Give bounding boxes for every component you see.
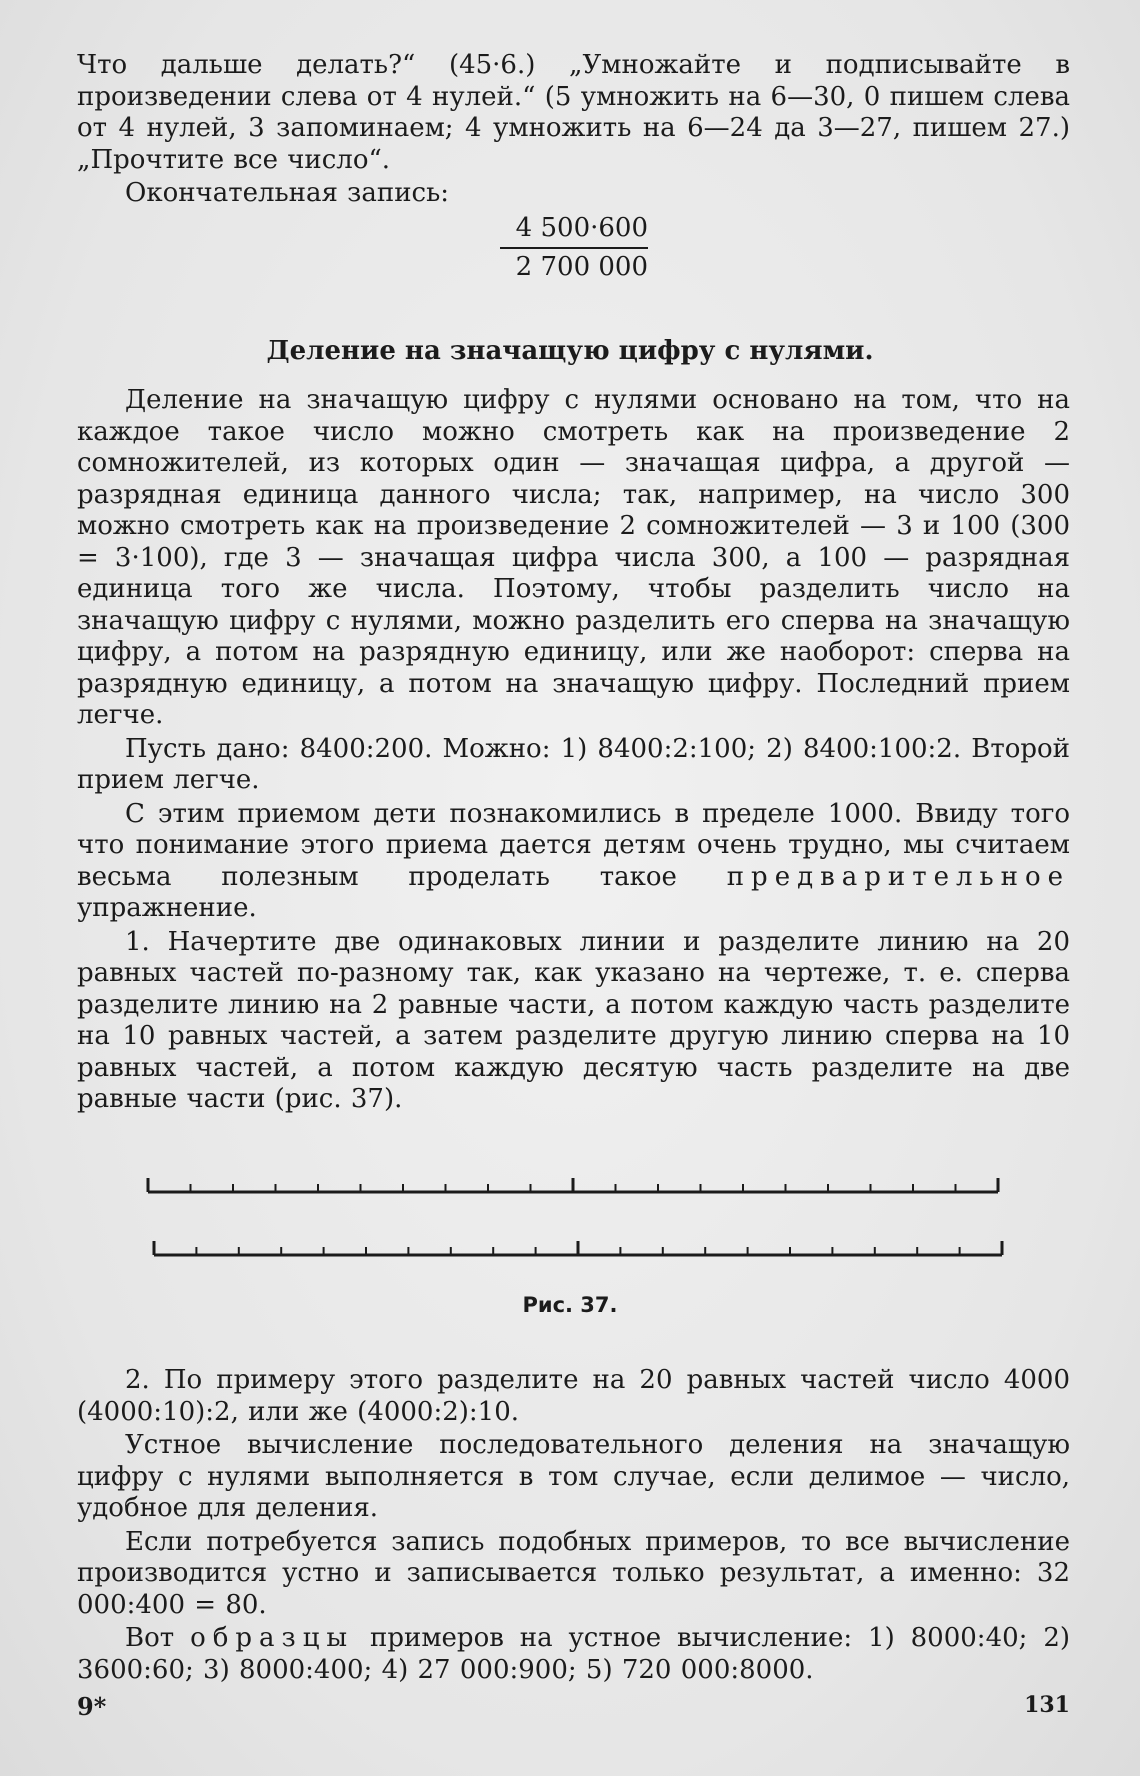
p4-spaced-word: образцы [190, 1623, 355, 1653]
paragraph-exercise-1: 1. Начертите две одинаковых линии и разделите линию на 20 равных частей по-разному так, как указано на чертеже, т. е. сперва разделите линию на 2 равные части, а потом каждую часть разделите на 10 равных частей, а затем разделите другую линию сперва на 10 равных частей, а потом каждую десятую часть разделите на две равные части (рис. 37). [77, 926, 1070, 1114]
section-heading: Деление на значащую цифру с нулями. [266, 336, 874, 366]
p4-end: примеров на устное вычисление: 1) 8000:40; 2) 3600:60; 3) 8000:400; 4) 27 000:900; 5) 720 000:8000. [77, 1623, 1070, 1685]
paragraph-preliminary [77, 799, 1070, 925]
paragraph-example: Пусть дано: 8400:200. Можно: 1) 8400:2:100; 2) 8400:100:2. Второй прием легче. [77, 733, 1070, 795]
page-number: 131 [1024, 1692, 1070, 1718]
paragraph-division-intro: Деление на значащую цифру с нулями основано на том, что на каждое такое число можно смотреть как на произведение 2 сомножителей, из которых один — значащая цифра, а другой — разрядная единица данного числа; так, например, на число 300 можно смотреть как на произведение 2 сомножителей — 3 и 100 (300 = 3·100), где 3 — значащая цифра числа 300, а 100 — разрядная единица того же числа. Поэтому, чтобы разделить число на значащую цифру с нулями, можно разделить его сперва на значащую цифру, а потом на разрядную единицу, или же наоборот: сперва на разрядную единицу, а потом на значащую цифру. Последний прием легче. [77, 385, 1070, 730]
multiplication-record [500, 212, 648, 284]
figure-caption: Рис. 37. [522, 1293, 618, 1317]
paragraph-samples [77, 1623, 1070, 1686]
paragraph-exercise-2: 2. По примеру этого разделите на 20 равных частей число 4000 (4000:10):2, или же (4000:2):10. [77, 1365, 1070, 1427]
paragraph-continuation: Что дальше делать?“ (45·6.) „Умножайте и подписывайте в произведении слева от 4 нулей.“ (5 умножить на 6—30, 0 пишем слева от 4 нулей, 3 запоминаем; 4 умножить на 6—24 да 3—27, пишем 27.) „Прочтите все число“. [77, 50, 1070, 175]
top-text-block [77, 50, 1070, 212]
p4-start: Вот [125, 1623, 175, 1653]
calc-multiplication: 4 500·600 [515, 213, 648, 243]
paragraph-oral-calc: Устное вычисление последовательного деления на значащую цифру с нулями выполняется в том случае, если делимое — число, удобное для деления. [77, 1430, 1070, 1523]
p3-spaced-word: предварительное [726, 861, 1071, 892]
paragraph-final-record-label: Окончательная запись: [125, 178, 449, 208]
calc-rule [500, 247, 648, 249]
figure-37-lines [140, 1160, 1010, 1275]
bottom-text-block [77, 1365, 1070, 1688]
p3-start: С этим приемом дети познакомились в пределе 1000. Ввиду того что понимание этого приема дается детям очень трудно, мы считаем весьма полезным проделать такое [77, 798, 1070, 892]
paragraph-record: Если потребуется запись подобных примеров, то все вычисление производится устно и записывается только результат, а именно: 32 000:400 = 80. [77, 1526, 1070, 1620]
p3-end: упражнение. [77, 893, 257, 923]
signature-mark: 9* [77, 1692, 107, 1721]
line-divided-10-then-2 [154, 1241, 1002, 1255]
line-divided-2-then-10 [148, 1178, 998, 1192]
calc-result: 2 700 000 [515, 252, 648, 282]
section-text-block [77, 385, 1070, 1118]
